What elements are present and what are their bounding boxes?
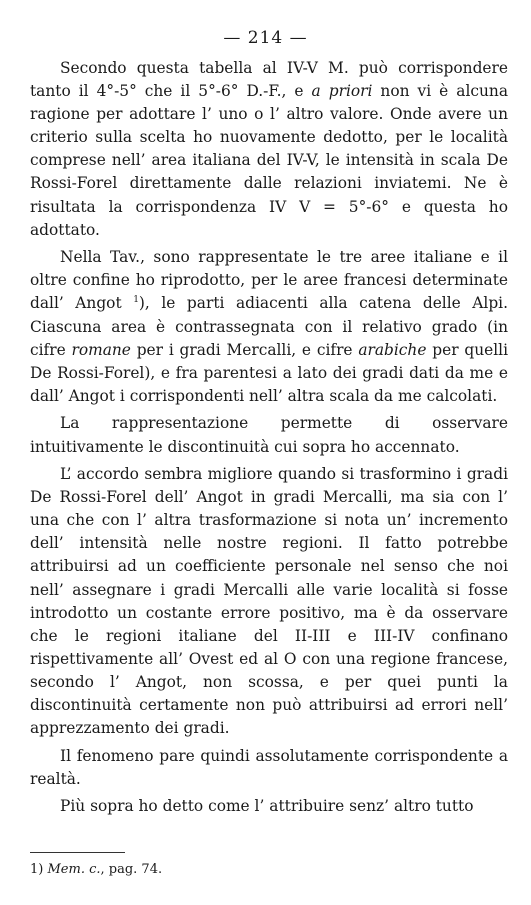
footnote-reference: 1 [133, 295, 139, 306]
body-text [30, 57, 508, 823]
footnote-marker: 1) [30, 862, 48, 877]
text-run: ), le parti adiacenti alla catena delle Alpi. Ciascuna area è contrassegnata con il relativo grado (in cifre [30, 294, 508, 359]
text-run: per quelli De Rossi-Forel), e fra parentesi a lato dei gradi dati da me e dall’ Angot i corrispondenti nell’ altra scala da me calcolati. [30, 340, 508, 405]
text-run: per i gradi Mercalli, e cifre [130, 340, 359, 359]
footnote [30, 862, 162, 877]
text-run: La rappresentazione permette di osservare intuitivamente le discontinuità cui sopra ho accennato. [30, 414, 508, 456]
text-run: non vi è alcuna ragione per adottare l’ uno o l’ altro valore. Onde avere un criterio sulla scelta ho nuovamente dedotto, per le località comprese nell’ area italiana del IV-V, le intensità in scala De Rossi-Forel direttamente dalle relazioni inviatemi. Ne è risultata la corrispondenza IV V = 5°-6° e questa ho adottato. [30, 82, 508, 239]
paragraph-1 [30, 57, 508, 242]
italic-run: romane [71, 340, 131, 359]
italic-run: arabiche [358, 340, 427, 359]
italic-run: a priori [311, 82, 373, 101]
paragraph-4 [30, 463, 508, 740]
page-number: — 214 — [223, 28, 308, 48]
text-run: Nella Tav., sono rappresentate le tre aree italiane e il oltre confine ho riprodotto, per le aree francesi determinate dall’ Angot [30, 248, 508, 313]
paragraph-5 [30, 745, 508, 791]
footnote-divider [30, 852, 125, 853]
text-run: Il fenomeno pare quindi assolutamente corrispondente a realtà. [30, 746, 508, 788]
paragraph-2 [30, 246, 508, 408]
text-run: Più sopra ho detto come l’ attribuire senz’ altro tutto [60, 797, 474, 816]
text-run: L’ accordo sembra migliore quando si trasformino i gradi De Rossi-Forel dell’ Angot in gradi Mercalli, ma sia con l’ una che con l’ altra trasformazione si nota un’ incremento dell’ intensità nelle nostre regioni. Il fatto potrebbe attribuirsi ad un coefficiente personale nel senso che noi nell’ assegnare i gradi Mercalli alle varie località si fosse introdotto un costante errore positivo, ma è da osservare che le regioni italiane del II-III e III-IV confinano rispettivamente all’ Ovest ed al O con una regione francese, secondo l’ Angot, non scossa, e per quei punti la discontinuità certamente non può attribuirsi ad errori nell’ apprezzamento dei gradi. [30, 465, 508, 738]
text-run: Secondo questa tabella al IV-V M. può corrispondere tanto il 4°-5° che il 5°-6° D.-F., e [30, 59, 508, 101]
footnote-text: , pag. 74. [100, 862, 163, 877]
paragraph-6 [30, 795, 508, 818]
paragraph-3 [30, 412, 508, 458]
footnote-reference-title: Mem. c. [47, 862, 101, 877]
